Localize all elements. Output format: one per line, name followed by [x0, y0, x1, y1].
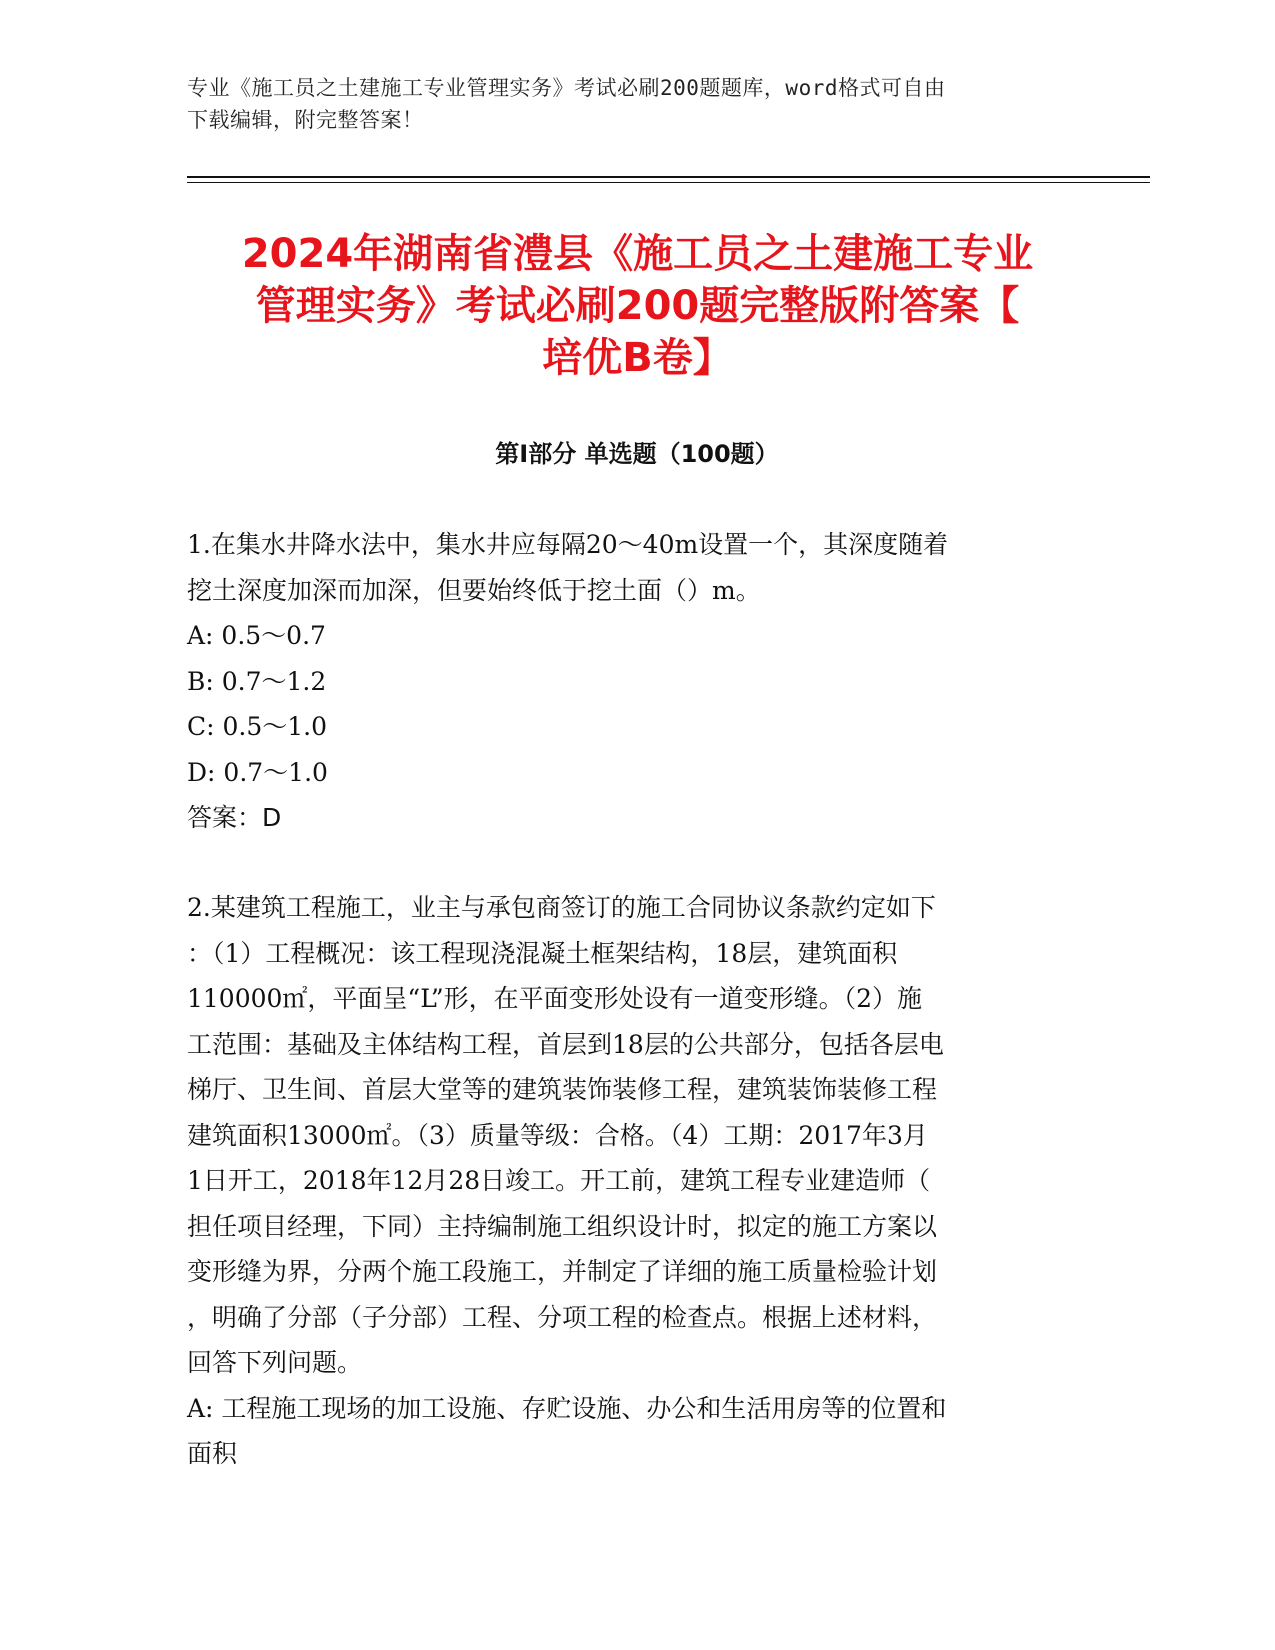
header-note-line: 下载编辑，附完整答案！ — [187, 108, 424, 132]
option-a: A: 0.5～0.7 — [187, 621, 326, 650]
header-divider — [187, 176, 1150, 178]
header-note — [187, 72, 1087, 136]
question-stem-line: 挖土深度加深而加深，但要始终低于挖土面（）m。 — [187, 575, 761, 605]
title-line: 管理实务》考试必刷200题完整版附答案【 — [255, 283, 1020, 329]
question-stem-line: 110000㎡，平面呈“L”形，在平面变形处设有一道变形缝。（2）施 — [187, 984, 923, 1013]
section-title: 第Ⅰ部分 单选题（100题） — [495, 440, 779, 468]
question-stem-line: ：（1）工程概况：该工程现浇混凝土框架结构，18层，建筑面积 — [187, 938, 898, 968]
answer: 答案：D — [187, 803, 282, 832]
header-divider-thin — [187, 182, 1150, 183]
question-stem-line: 梯厅、卫生间、首层大堂等的建筑装饰装修工程，建筑装饰装修工程 — [187, 1075, 938, 1104]
question-stem-line: 变形缝为界，分两个施工段施工，并制定了详细的施工质量检验计划 — [187, 1257, 938, 1286]
question-stem-line: ，明确了分部（子分部）工程、分项工程的检查点。根据上述材料， — [187, 1302, 938, 1332]
header-note-line: 专业《施工员之土建施工专业管理实务》考试必刷200题题库，word格式可自由 — [187, 76, 946, 100]
question-stem-line: 1日开工，2018年12月28日竣工。开工前，建筑工程专业建造师（ — [187, 1166, 931, 1195]
question-2 — [187, 885, 1067, 1477]
document-title — [150, 228, 1125, 384]
question-stem-line: 回答下列问题。 — [187, 1348, 363, 1377]
option-b: B: 0.7～1.2 — [187, 666, 327, 696]
question-stem-line: 建筑面积13000㎡。（3）质量等级：合格。（4）工期：2017年3月 — [187, 1120, 928, 1150]
option-a: A: 工程施工现场的加工设施、存贮设施、办公和生活用房等的位置和 — [187, 1393, 947, 1423]
option-c: C: 0.5～1.0 — [187, 712, 328, 741]
question-stem-line: 担任项目经理，下同）主持编制施工组织设计时，拟定的施工方案以 — [187, 1211, 938, 1241]
title-line: 培优B卷】 — [542, 335, 733, 381]
question-stem-line: 工范围：基础及主体结构工程，首层到18层的公共部分，包括各层电 — [187, 1029, 944, 1059]
question-stem-line: 2.某建筑工程施工，业主与承包商签订的施工合同协议条款约定如下 — [187, 893, 936, 922]
option-a-continued: 面积 — [187, 1439, 238, 1468]
question-1 — [187, 522, 1067, 841]
title-line: 2024年湖南省澧县《施工员之土建施工专业 — [241, 231, 1034, 277]
question-stem-line: 1.在集水井降水法中，集水井应每隔20～40m设置一个，其深度随着 — [187, 530, 949, 559]
option-d: D: 0.7～1.0 — [187, 757, 328, 787]
